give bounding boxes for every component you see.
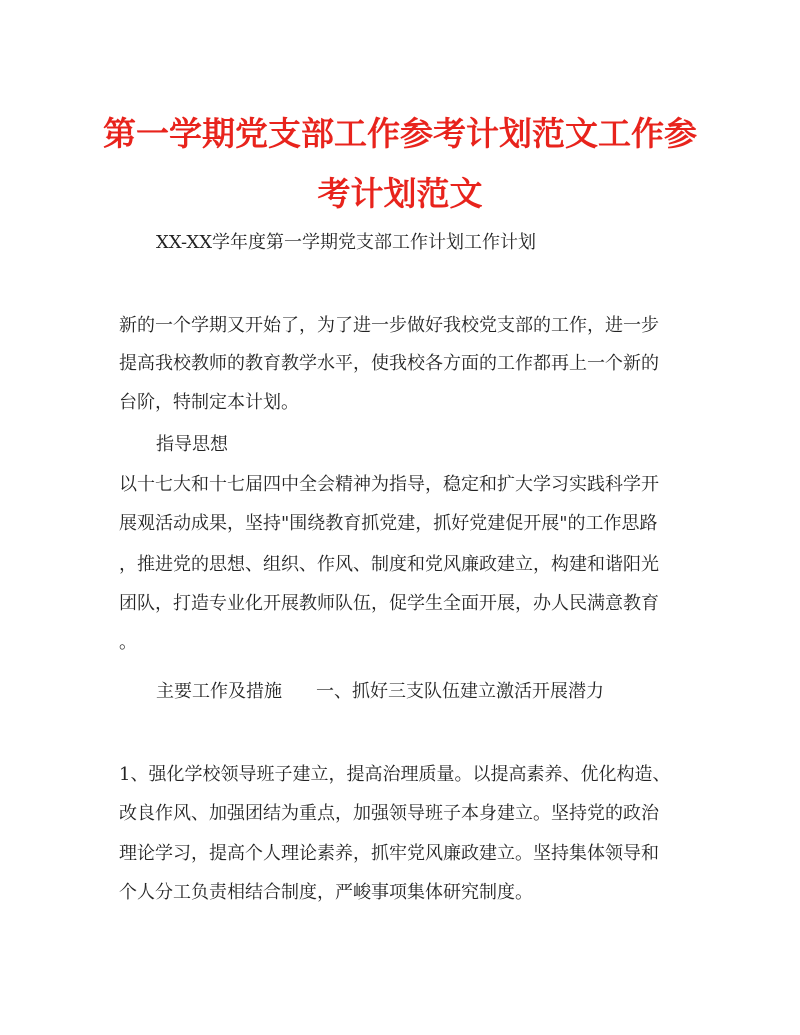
document-title-line-1: 第一学期党支部工作参考计划范文工作参 (103, 114, 697, 153)
item1-line-3: 理论学习，提高个人理论素养，抓牢党风廉政建立。坚持集体领导和 (119, 843, 659, 864)
intro-line-3: 台阶，特制定本计划。 (119, 392, 299, 413)
section1-line-4: 团队，打造专业化开展教师队伍，促学生全面开展，办人民满意教育 (119, 593, 659, 614)
intro-line-2: 提高我校教师的教育教学水平，使我校各方面的工作都再上一个新的 (119, 353, 659, 374)
document-subtitle: XX-XX学年度第一学期党支部工作计划工作计划 (156, 232, 537, 253)
main-work-heading-text: 主要工作及措施 (156, 681, 282, 702)
section-heading-guiding-thought: 指导思想 (156, 434, 228, 455)
item1-line-4: 个人分工负责相结合制度，严峻事项集体研究制度。 (119, 882, 533, 903)
section1-line-5: 。 (119, 632, 137, 653)
section-heading-main-work (156, 680, 721, 704)
document-title-line-2: 考计划范文 (317, 174, 483, 213)
main-work-subheading-text: 一、抓好三支队伍建立激活开展潜力 (316, 681, 604, 702)
intro-line-1: 新的一个学期又开始了，为了进一步做好我校党支部的工作，进一步 (119, 315, 659, 336)
item1-line-1: 1、强化学校领导班子建立，提高治理质量。以提高素养、优化构造、 (119, 764, 671, 785)
section1-line-1: 以十七大和十七届四中全会精神为指导，稳定和扩大学习实践科学开 (119, 474, 659, 495)
item1-line-2: 改良作风、加强团结为重点，加强领导班子本身建立。坚持党的政治 (119, 803, 659, 824)
section1-line-3: ，推进党的思想、组织、作风、制度和党风廉政建立，构建和谐阳光 (119, 554, 659, 575)
section1-line-2: 展观活动成果，坚持"围绕教育抓党建，抓好党建促开展"的工作思路 (119, 513, 658, 534)
